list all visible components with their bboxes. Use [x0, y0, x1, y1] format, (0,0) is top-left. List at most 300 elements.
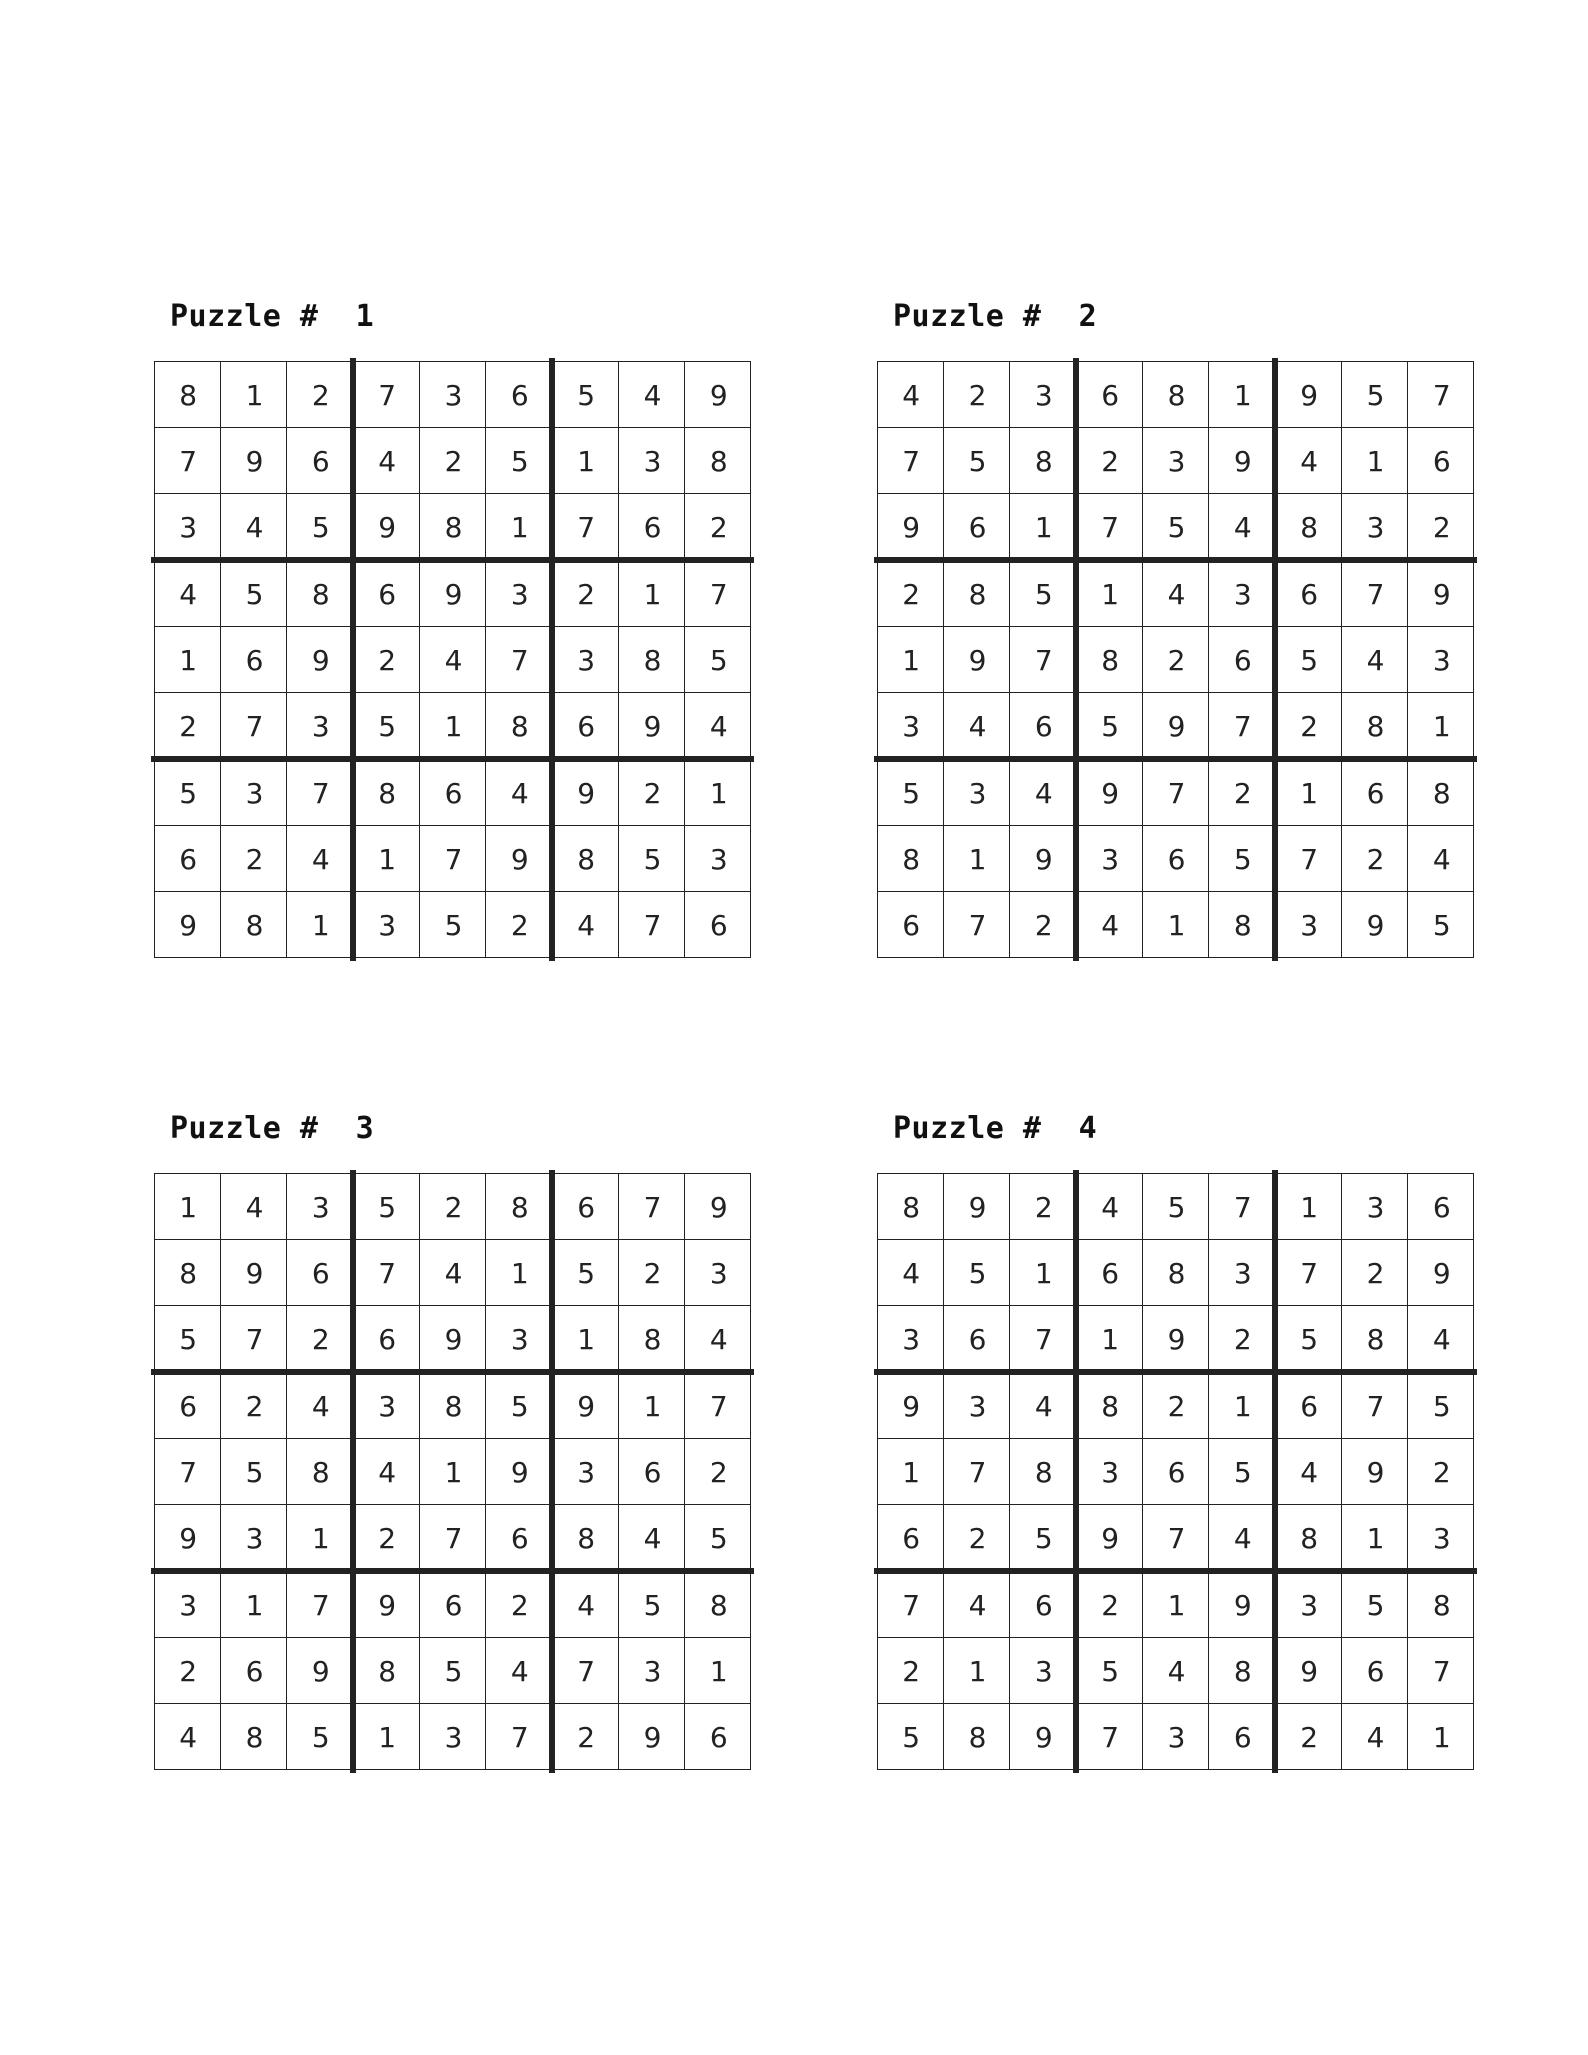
sudoku-cell: 8: [643, 1323, 662, 1357]
sudoku-cell: 8: [1034, 444, 1053, 478]
sudoku-cell: 3: [311, 1190, 330, 1224]
sudoku-cell: 4: [1300, 444, 1319, 478]
sudoku-cell: 7: [1034, 1323, 1053, 1357]
sudoku-cell: 8: [444, 511, 463, 545]
sudoku-cell: 9: [1432, 577, 1451, 611]
sudoku-cell: 3: [179, 1588, 198, 1622]
sudoku-cell: 9: [378, 511, 397, 545]
sudoku-cell: 9: [378, 1588, 397, 1622]
sudoku-cell: 5: [311, 1721, 330, 1755]
sudoku-cell: 6: [1432, 444, 1451, 478]
sudoku-cell: 1: [577, 444, 596, 478]
sudoku-cell: 3: [1167, 1721, 1186, 1755]
sudoku-cell: 2: [245, 1389, 264, 1423]
sudoku-cell: 5: [245, 1455, 264, 1489]
sudoku-cell: 6: [245, 1654, 264, 1688]
sudoku-cell: 9: [1034, 1721, 1053, 1755]
sudoku-cell: 1: [968, 842, 987, 876]
sudoku-cell: 8: [968, 577, 987, 611]
sudoku-cell: 5: [968, 444, 987, 478]
sudoku-cell: 6: [577, 710, 596, 744]
sudoku-cell: 2: [1101, 444, 1120, 478]
sudoku-cell: 8: [1366, 710, 1385, 744]
sudoku-cell: 3: [245, 776, 264, 810]
sudoku-cell: 9: [577, 776, 596, 810]
sudoku-cell: 8: [1432, 776, 1451, 810]
sudoku-cell: 1: [179, 643, 198, 677]
sudoku-cell: 7: [1233, 1190, 1252, 1224]
sudoku-cell: 8: [902, 1190, 921, 1224]
sudoku-cell: 4: [968, 710, 987, 744]
puzzle-3: [154, 1111, 754, 1770]
sudoku-cell: 2: [1300, 1721, 1319, 1755]
sudoku-cell: 6: [311, 444, 330, 478]
sudoku-cell: 3: [968, 776, 987, 810]
sudoku-cell: 8: [1432, 1588, 1451, 1622]
sudoku-cell: 4: [1034, 776, 1053, 810]
sudoku-cell: 8: [1300, 511, 1319, 545]
sudoku-cell: 3: [311, 710, 330, 744]
sudoku-cell: 5: [1233, 842, 1252, 876]
sudoku-cell: 6: [510, 1522, 529, 1556]
sudoku-cell: 6: [1366, 1654, 1385, 1688]
sudoku-cell: 9: [245, 1256, 264, 1290]
sudoku-cell: 4: [577, 909, 596, 943]
sudoku-cell: 1: [1233, 378, 1252, 412]
sudoku-cell: 7: [245, 1323, 264, 1357]
sudoku-cell: 6: [1101, 1256, 1120, 1290]
sudoku-cell: 1: [1366, 1522, 1385, 1556]
sudoku-cell: 5: [1101, 710, 1120, 744]
sudoku-cell: 6: [444, 776, 463, 810]
sudoku-cell: 3: [1300, 1588, 1319, 1622]
sudoku-cell: 7: [245, 710, 264, 744]
sudoku-cell: 3: [643, 444, 662, 478]
sudoku-cell: 6: [510, 378, 529, 412]
sudoku-cell: 7: [1167, 776, 1186, 810]
sudoku-cell: 4: [902, 378, 921, 412]
puzzle-4: [877, 1111, 1477, 1770]
sudoku-cell: 7: [577, 511, 596, 545]
sudoku-cell: 3: [510, 1323, 529, 1357]
sudoku-cell: 2: [902, 577, 921, 611]
sudoku-cell: 6: [1167, 1455, 1186, 1489]
sudoku-cell: 2: [968, 1522, 987, 1556]
sudoku-cell: 2: [1233, 1323, 1252, 1357]
sudoku-cell: 3: [1034, 1654, 1053, 1688]
sudoku-cell: 9: [577, 1389, 596, 1423]
sudoku-cell: 8: [510, 1190, 529, 1224]
sudoku-cell: 1: [1167, 909, 1186, 943]
sudoku-cell: 4: [968, 1588, 987, 1622]
puzzle-1: [154, 299, 754, 958]
sudoku-cell: 1: [179, 1190, 198, 1224]
sudoku-cell: 3: [902, 710, 921, 744]
sudoku-cell: 3: [902, 1323, 921, 1357]
sudoku-cell: 4: [1167, 1654, 1186, 1688]
sudoku-cell: 3: [709, 1256, 728, 1290]
sudoku-cell: 1: [378, 842, 397, 876]
sudoku-cell: 7: [1432, 1654, 1451, 1688]
sudoku-cell: 2: [1300, 710, 1319, 744]
sudoku-cell: 2: [1167, 1389, 1186, 1423]
sudoku-cell: 8: [1233, 909, 1252, 943]
sudoku-cell: 7: [1432, 378, 1451, 412]
sudoku-cell: 6: [643, 1455, 662, 1489]
sudoku-cell: 7: [709, 577, 728, 611]
sudoku-cell: 2: [510, 1588, 529, 1622]
sudoku-cell: 4: [902, 1256, 921, 1290]
sudoku-cell: 6: [643, 511, 662, 545]
sudoku-cell: 1: [577, 1323, 596, 1357]
sudoku-cell: 9: [643, 1721, 662, 1755]
sudoku-cell: 7: [1300, 1256, 1319, 1290]
sudoku-cell: 1: [902, 1455, 921, 1489]
puzzle-2: [877, 299, 1477, 958]
sudoku-cell: 7: [1034, 643, 1053, 677]
sudoku-cell: 5: [1101, 1654, 1120, 1688]
sudoku-cell: 9: [968, 643, 987, 677]
sudoku-cell: 2: [378, 1522, 397, 1556]
sudoku-cell: 4: [1366, 1721, 1385, 1755]
sudoku-cell: 6: [1233, 1721, 1252, 1755]
sudoku-cell: 5: [709, 1522, 728, 1556]
sudoku-cell: 6: [1366, 776, 1385, 810]
sudoku-cell: 6: [577, 1190, 596, 1224]
sudoku-grid: [877, 1173, 1474, 1770]
sudoku-cell: 1: [1366, 444, 1385, 478]
puzzle-title: Puzzle # 4: [893, 1111, 1098, 1146]
sudoku-cell: 3: [643, 1654, 662, 1688]
sudoku-cell: 8: [245, 909, 264, 943]
sudoku-cell: 5: [444, 1654, 463, 1688]
sudoku-cell: 4: [1432, 1323, 1451, 1357]
sudoku-cell: 4: [378, 1455, 397, 1489]
sudoku-cell: 7: [1366, 1389, 1385, 1423]
sudoku-cell: 7: [643, 909, 662, 943]
sudoku-cell: 9: [311, 1654, 330, 1688]
sudoku-cell: 1: [1167, 1588, 1186, 1622]
sudoku-cell: 2: [1366, 842, 1385, 876]
sudoku-cell: 9: [1167, 1323, 1186, 1357]
sudoku-cell: 3: [1101, 1455, 1120, 1489]
sudoku-cell: 2: [1101, 1588, 1120, 1622]
sudoku-cell: 8: [1101, 1389, 1120, 1423]
sudoku-cell: 4: [444, 643, 463, 677]
sudoku-cell: 1: [510, 1256, 529, 1290]
sudoku-cell: 2: [1034, 1190, 1053, 1224]
sudoku-cell: 4: [709, 710, 728, 744]
sudoku-cell: 7: [968, 1455, 987, 1489]
sudoku-cell: 8: [1167, 1256, 1186, 1290]
sudoku-cell: 6: [709, 1721, 728, 1755]
sudoku-cell: 9: [510, 1455, 529, 1489]
sudoku-cell: 8: [378, 776, 397, 810]
sudoku-cell: 7: [1366, 577, 1385, 611]
sudoku-cell: 9: [179, 909, 198, 943]
sudoku-cell: 5: [510, 1389, 529, 1423]
sudoku-cell: 5: [709, 643, 728, 677]
sudoku-cell: 7: [1167, 1522, 1186, 1556]
sudoku-cell: 8: [1101, 643, 1120, 677]
sudoku-cell: 5: [902, 776, 921, 810]
sudoku-grid: [877, 361, 1474, 958]
sudoku-cell: 2: [245, 842, 264, 876]
sudoku-cell: 2: [444, 1190, 463, 1224]
sudoku-cell: 4: [1101, 1190, 1120, 1224]
sudoku-cell: 7: [378, 378, 397, 412]
sudoku-cell: 1: [1101, 1323, 1120, 1357]
sudoku-cell: 2: [179, 1654, 198, 1688]
sudoku-cell: 9: [643, 710, 662, 744]
sudoku-cell: 3: [179, 511, 198, 545]
sudoku-cell: 2: [1432, 1455, 1451, 1489]
sudoku-cell: 4: [709, 1323, 728, 1357]
sudoku-cell: 8: [902, 842, 921, 876]
sudoku-cell: 8: [510, 710, 529, 744]
sudoku-cell: 3: [577, 643, 596, 677]
sudoku-cell: 7: [444, 842, 463, 876]
sudoku-cell: 4: [1167, 577, 1186, 611]
sudoku-cell: 3: [1233, 577, 1252, 611]
sudoku-cell: 5: [577, 1256, 596, 1290]
sudoku-cell: 1: [1034, 511, 1053, 545]
sudoku-cell: 9: [1233, 1588, 1252, 1622]
sudoku-cell: 1: [311, 1522, 330, 1556]
sudoku-cell: 2: [1366, 1256, 1385, 1290]
sudoku-cell: 4: [1366, 643, 1385, 677]
sudoku-cell: 5: [1432, 909, 1451, 943]
sudoku-cell: 2: [577, 1721, 596, 1755]
sudoku-cell: 4: [1233, 1522, 1252, 1556]
sudoku-cell: 4: [510, 1654, 529, 1688]
sudoku-cell: 5: [1034, 1522, 1053, 1556]
sudoku-cell: 3: [1432, 643, 1451, 677]
sudoku-cell: 5: [1167, 1190, 1186, 1224]
puzzle-title: Puzzle # 2: [893, 299, 1098, 334]
sudoku-cell: 5: [378, 710, 397, 744]
sudoku-cell: 7: [510, 1721, 529, 1755]
sudoku-cell: 9: [510, 842, 529, 876]
sudoku-cell: 8: [577, 1522, 596, 1556]
sudoku-cell: 3: [577, 1455, 596, 1489]
sudoku-cell: 2: [179, 710, 198, 744]
sudoku-cell: 4: [577, 1588, 596, 1622]
sudoku-cell: 5: [179, 1323, 198, 1357]
sudoku-cell: 9: [1101, 776, 1120, 810]
sudoku-cell: 3: [1034, 378, 1053, 412]
sudoku-cell: 8: [1300, 1522, 1319, 1556]
sudoku-cell: 8: [179, 378, 198, 412]
sudoku-cell: 9: [709, 1190, 728, 1224]
sudoku-cell: 3: [1167, 444, 1186, 478]
sudoku-cell: 6: [311, 1256, 330, 1290]
sudoku-cell: 5: [1432, 1389, 1451, 1423]
sudoku-cell: 1: [444, 710, 463, 744]
sudoku-cell: 8: [709, 444, 728, 478]
sudoku-cell: 9: [1167, 710, 1186, 744]
sudoku-cell: 2: [709, 1455, 728, 1489]
sudoku-cell: 9: [968, 1190, 987, 1224]
sudoku-cell: 9: [902, 511, 921, 545]
sudoku-cell: 3: [444, 378, 463, 412]
sudoku-grid: [154, 1173, 751, 1770]
sudoku-cell: 1: [1300, 776, 1319, 810]
sudoku-cell: 2: [378, 643, 397, 677]
sudoku-cell: 3: [709, 842, 728, 876]
sudoku-cell: 5: [510, 444, 529, 478]
sudoku-cell: 7: [311, 776, 330, 810]
sudoku-cell: 9: [1300, 1654, 1319, 1688]
sudoku-cell: 6: [968, 1323, 987, 1357]
sudoku-cell: 9: [311, 643, 330, 677]
sudoku-cell: 3: [1432, 1522, 1451, 1556]
sudoku-cell: 2: [1233, 776, 1252, 810]
sudoku-cell: 6: [179, 842, 198, 876]
sudoku-cell: 7: [311, 1588, 330, 1622]
sudoku-cell: 5: [1366, 1588, 1385, 1622]
sudoku-cell: 9: [1366, 1455, 1385, 1489]
sudoku-cell: 4: [245, 511, 264, 545]
sudoku-cell: 2: [968, 378, 987, 412]
sudoku-cell: 7: [179, 1455, 198, 1489]
sudoku-cell: 4: [1101, 909, 1120, 943]
sudoku-cell: 6: [1167, 842, 1186, 876]
sudoku-cell: 4: [1300, 1455, 1319, 1489]
sudoku-cell: 7: [577, 1654, 596, 1688]
sudoku-cell: 9: [709, 378, 728, 412]
sudoku-cell: 2: [510, 909, 529, 943]
sudoku-cell: 1: [1300, 1190, 1319, 1224]
sudoku-cell: 7: [378, 1256, 397, 1290]
sudoku-cell: 1: [643, 577, 662, 611]
sudoku-cell: 9: [1366, 909, 1385, 943]
sudoku-cell: 5: [1034, 577, 1053, 611]
sudoku-cell: 4: [643, 378, 662, 412]
sudoku-cell: 1: [1233, 1389, 1252, 1423]
sudoku-cell: 3: [1366, 511, 1385, 545]
sudoku-cell: 8: [179, 1256, 198, 1290]
puzzle-title: Puzzle # 3: [170, 1111, 375, 1146]
sudoku-cell: 3: [378, 1389, 397, 1423]
sudoku-cell: 8: [709, 1588, 728, 1622]
sudoku-cell: 1: [1034, 1256, 1053, 1290]
sudoku-cell: 3: [1300, 909, 1319, 943]
sudoku-cell: 7: [444, 1522, 463, 1556]
sudoku-cell: 9: [1233, 444, 1252, 478]
sudoku-cell: 4: [1034, 1389, 1053, 1423]
sudoku-cell: 2: [1432, 511, 1451, 545]
sudoku-cell: 5: [1366, 378, 1385, 412]
sudoku-cell: 9: [1034, 842, 1053, 876]
sudoku-cell: 1: [709, 1654, 728, 1688]
sudoku-cell: 1: [444, 1455, 463, 1489]
sudoku-cell: 5: [1233, 1455, 1252, 1489]
sudoku-cell: 6: [1300, 577, 1319, 611]
sudoku-cell: 5: [1300, 1323, 1319, 1357]
sudoku-cell: 4: [245, 1190, 264, 1224]
sudoku-cell: 5: [968, 1256, 987, 1290]
sudoku-cell: 5: [311, 511, 330, 545]
sudoku-cell: 6: [245, 643, 264, 677]
sudoku-cell: 7: [643, 1190, 662, 1224]
sudoku-cell: 3: [444, 1721, 463, 1755]
sudoku-cell: 4: [444, 1256, 463, 1290]
sudoku-cell: 6: [1034, 1588, 1053, 1622]
sudoku-cell: 3: [510, 577, 529, 611]
sudoku-cell: 1: [1101, 577, 1120, 611]
sudoku-cell: 7: [1101, 511, 1120, 545]
sudoku-cell: 5: [179, 776, 198, 810]
sudoku-cell: 7: [902, 444, 921, 478]
sudoku-grid: [154, 361, 751, 958]
sudoku-cell: 9: [179, 1522, 198, 1556]
sudoku-cell: 4: [1233, 511, 1252, 545]
sudoku-cell: 8: [311, 577, 330, 611]
sudoku-cell: 8: [1366, 1323, 1385, 1357]
sudoku-cell: 8: [245, 1721, 264, 1755]
sudoku-cell: 3: [245, 1522, 264, 1556]
sudoku-cell: 3: [968, 1389, 987, 1423]
sudoku-cell: 7: [709, 1389, 728, 1423]
sudoku-cell: 2: [311, 378, 330, 412]
sudoku-cell: 1: [510, 511, 529, 545]
sudoku-cell: 6: [902, 909, 921, 943]
sudoku-cell: 8: [378, 1654, 397, 1688]
sudoku-cell: 6: [1233, 643, 1252, 677]
sudoku-cell: 7: [1233, 710, 1252, 744]
sudoku-cell: 4: [311, 1389, 330, 1423]
sudoku-cell: 9: [1432, 1256, 1451, 1290]
sudoku-cell: 7: [510, 643, 529, 677]
sudoku-cell: 6: [444, 1588, 463, 1622]
sudoku-cell: 1: [245, 1588, 264, 1622]
sudoku-cell: 8: [1167, 378, 1186, 412]
sudoku-cell: 6: [709, 909, 728, 943]
sudoku-cell: 3: [1101, 842, 1120, 876]
sudoku-cell: 8: [1034, 1455, 1053, 1489]
sudoku-cell: 4: [1432, 842, 1451, 876]
sudoku-cell: 4: [179, 1721, 198, 1755]
sudoku-cell: 5: [444, 909, 463, 943]
sudoku-cell: 7: [1300, 842, 1319, 876]
sudoku-cell: 1: [902, 643, 921, 677]
sudoku-cell: 5: [378, 1190, 397, 1224]
sudoku-cell: 2: [709, 511, 728, 545]
sudoku-cell: 6: [1034, 710, 1053, 744]
sudoku-cell: 1: [245, 378, 264, 412]
sudoku-cell: 4: [510, 776, 529, 810]
sudoku-cell: 5: [577, 378, 596, 412]
sudoku-cell: 6: [1300, 1389, 1319, 1423]
sudoku-cell: 9: [444, 1323, 463, 1357]
sudoku-cell: 3: [378, 909, 397, 943]
sudoku-cell: 1: [709, 776, 728, 810]
sudoku-cell: 9: [902, 1389, 921, 1423]
sudoku-cell: 9: [245, 444, 264, 478]
sudoku-cell: 3: [1233, 1256, 1252, 1290]
sudoku-cell: 6: [1101, 378, 1120, 412]
sudoku-cell: 4: [311, 842, 330, 876]
sudoku-cell: 7: [179, 444, 198, 478]
sudoku-cell: 2: [311, 1323, 330, 1357]
sudoku-cell: 5: [643, 842, 662, 876]
sudoku-cell: 7: [968, 909, 987, 943]
sudoku-cell: 8: [311, 1455, 330, 1489]
sudoku-cell: 5: [1300, 643, 1319, 677]
sudoku-cell: 9: [1101, 1522, 1120, 1556]
sudoku-cell: 1: [378, 1721, 397, 1755]
